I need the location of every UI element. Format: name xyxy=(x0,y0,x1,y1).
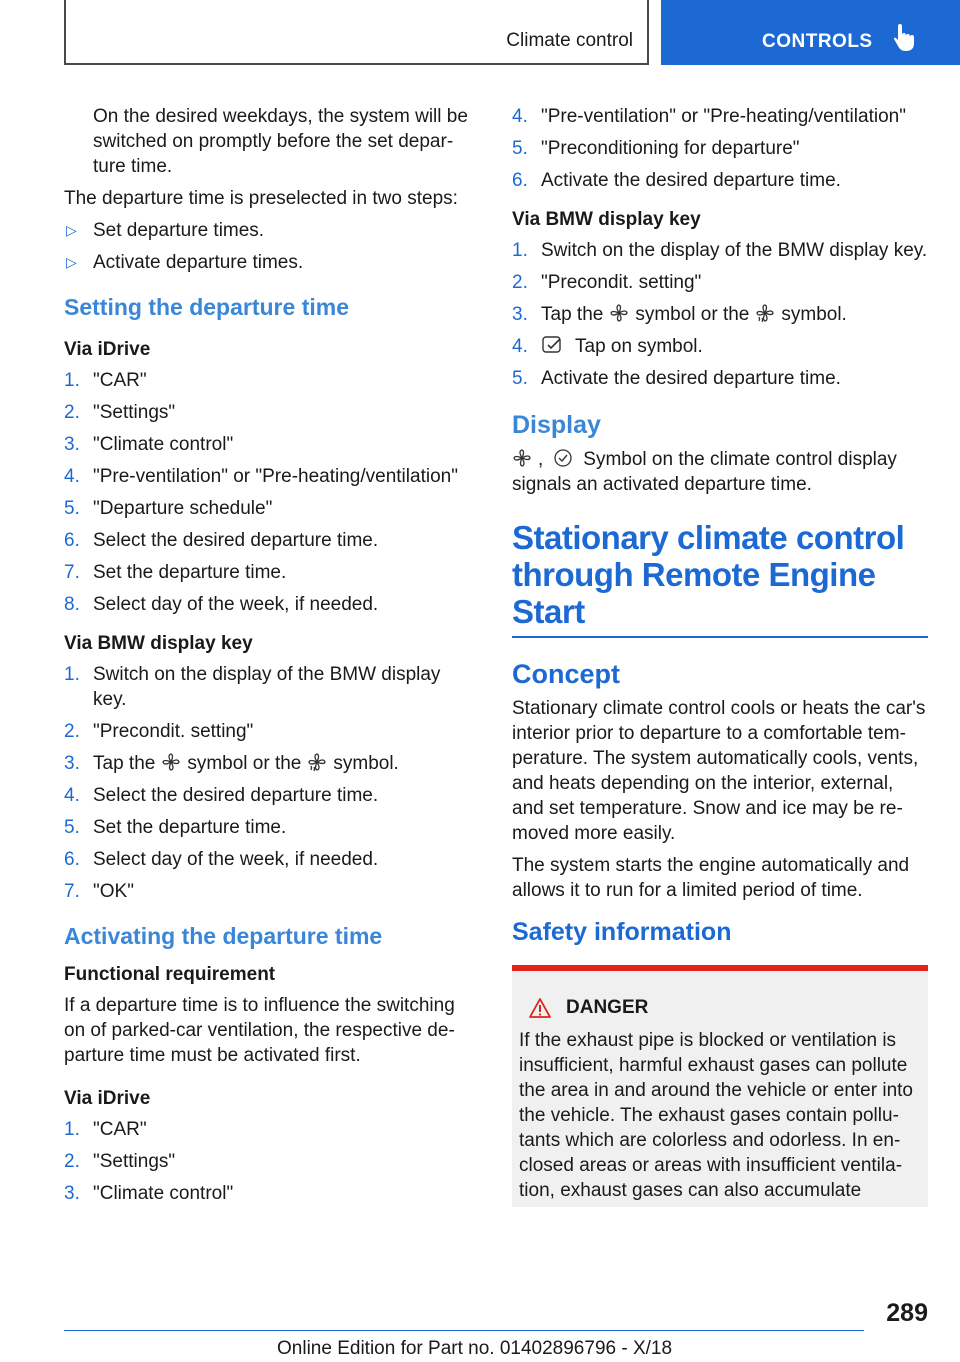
intro-paragraph: On the desired weekdays, the system will be switched on promptly before the set departure time. xyxy=(93,106,468,177)
heading-stationary-climate-control: Stationary climate control through Remote Engine Start xyxy=(512,519,905,630)
pointing-hand-icon xyxy=(894,24,916,52)
list-item: 5. Activate the desired departure time. xyxy=(512,368,841,389)
header-section-box xyxy=(64,0,649,65)
concept-paragraph-2: The system starts the engine automatically and allows it to run for a limited period of time. xyxy=(512,855,910,901)
list-item: 2. "Settings" xyxy=(64,402,176,423)
list-item: 1. "CAR" xyxy=(64,370,147,391)
idrive-steps-continued-list xyxy=(512,104,928,193)
list-item: ▷ Activate departure times. xyxy=(66,252,304,273)
heading-safety-information: Safety information xyxy=(512,918,732,946)
display-key-steps-list xyxy=(512,238,928,391)
list-item: 6. Select the desired departure time. xyxy=(64,530,379,551)
subheading-via-display-key: Via BMW display key xyxy=(512,209,701,230)
subheading-via-display-key: Via BMW display key xyxy=(64,633,253,654)
steps-bullet-list xyxy=(64,218,474,275)
list-item: 4. "Pre-ventilation" or "Pre-heating/ventilation" xyxy=(64,466,458,487)
display-key-steps-list xyxy=(64,662,474,904)
list-item: 5. "Departure schedule" xyxy=(64,498,273,519)
idrive-steps-list xyxy=(64,1117,474,1206)
footer-rule xyxy=(64,1330,864,1331)
heading-concept: Concept xyxy=(512,659,620,689)
list-item: 4. Tap on symbol. xyxy=(512,336,703,357)
list-item: 2. "Precondit. setting" xyxy=(512,272,702,293)
clock-icon xyxy=(553,448,573,468)
right-column xyxy=(512,104,928,1207)
list-item: 8. Select day of the week, if needed. xyxy=(64,594,379,615)
list-item: 7. "OK" xyxy=(64,881,134,902)
list-item: ▷ Set departure times. xyxy=(66,220,265,241)
fan-heat-icon xyxy=(307,752,327,772)
bullet-triangle-icon: ▷ xyxy=(66,222,77,238)
list-item: 5. Set the departure time. xyxy=(64,817,287,838)
subheading-via-idrive: Via iDrive xyxy=(64,1088,151,1109)
list-item: 7. Set the departure time. xyxy=(64,562,287,583)
warning-triangle-icon xyxy=(528,997,552,1019)
heading-display: Display xyxy=(512,411,601,439)
display-paragraph: , Symbol on the climate control display signals an activated departure time. xyxy=(512,449,897,495)
subheading-via-idrive: Via iDrive xyxy=(64,339,151,360)
left-column xyxy=(64,104,474,1213)
list-item: 1. Switch on the display of the BMW display key. xyxy=(512,240,928,261)
list-item: 5. "Preconditioning for departure" xyxy=(512,138,800,159)
bullet-triangle-icon: ▷ xyxy=(66,254,77,270)
danger-text: If the exhaust pipe is blocked or ventilation is insufficient, harmful exhaust gases can pollute the area in and around the vehicle or enter into the vehicle. The exhaust gases contain pollutants which are colorless and odorless. In enclosed areas or areas with insufficient ventilation, exhaust gases can also accumulate xyxy=(519,1030,913,1201)
fan-icon xyxy=(609,303,629,323)
list-item: 3. Tap the symbol or the symbol. xyxy=(512,304,847,325)
header-chapter-box xyxy=(661,0,960,65)
list-item: 2. "Settings" xyxy=(64,1151,176,1172)
concept-paragraph: Stationary climate control cools or heats the car's interior prior to departure to a comfortable temperature. The system automatically cools, vents, and heats depending on the interior, external, and set temperature. Snow and ice may be removed more easily. xyxy=(512,698,926,844)
tap-confirm-icon xyxy=(541,335,563,355)
heading-rule xyxy=(512,636,928,638)
list-item: 1. Switch on the display of the BMW display key. xyxy=(64,664,441,710)
header-section-title: Climate control xyxy=(506,30,633,51)
functional-requirement-paragraph: If a departure time is to influence the switching on of parked-car ventilation, the respective departure time must be activated first. xyxy=(64,995,455,1066)
idrive-steps-list xyxy=(64,368,474,617)
heading-activating-departure: Activating the departure time xyxy=(64,923,383,949)
subheading-functional-requirement: Functional requirement xyxy=(64,964,276,985)
danger-title: DANGER xyxy=(519,995,922,1020)
preselect-paragraph: The departure time is preselected in two steps: xyxy=(64,188,458,209)
footer-edition: Online Edition for Part no. 01402896796 - X/18 xyxy=(277,1338,673,1359)
list-item: 4. "Pre-ventilation" or "Pre-heating/ventilation" xyxy=(512,106,906,127)
fan-heat-icon xyxy=(755,303,775,323)
page-number: 289 xyxy=(886,1299,928,1327)
danger-notice xyxy=(512,965,928,1207)
list-item: 2. "Precondit. setting" xyxy=(64,721,254,742)
list-item: 6. Select day of the week, if needed. xyxy=(64,849,379,870)
list-item: 4. Select the desired departure time. xyxy=(64,785,379,806)
list-item: 3. "Climate control" xyxy=(64,1183,234,1204)
list-item: 1. "CAR" xyxy=(64,1119,147,1140)
fan-icon xyxy=(512,448,532,468)
list-item: 3. "Climate control" xyxy=(64,434,234,455)
fan-icon xyxy=(161,752,181,772)
header-chapter-title: CONTROLS xyxy=(762,31,873,52)
heading-setting-departure: Setting the departure time xyxy=(64,294,349,320)
list-item: 6. Activate the desired departure time. xyxy=(512,170,841,191)
list-item: 3. Tap the symbol or the symbol. xyxy=(64,753,399,774)
